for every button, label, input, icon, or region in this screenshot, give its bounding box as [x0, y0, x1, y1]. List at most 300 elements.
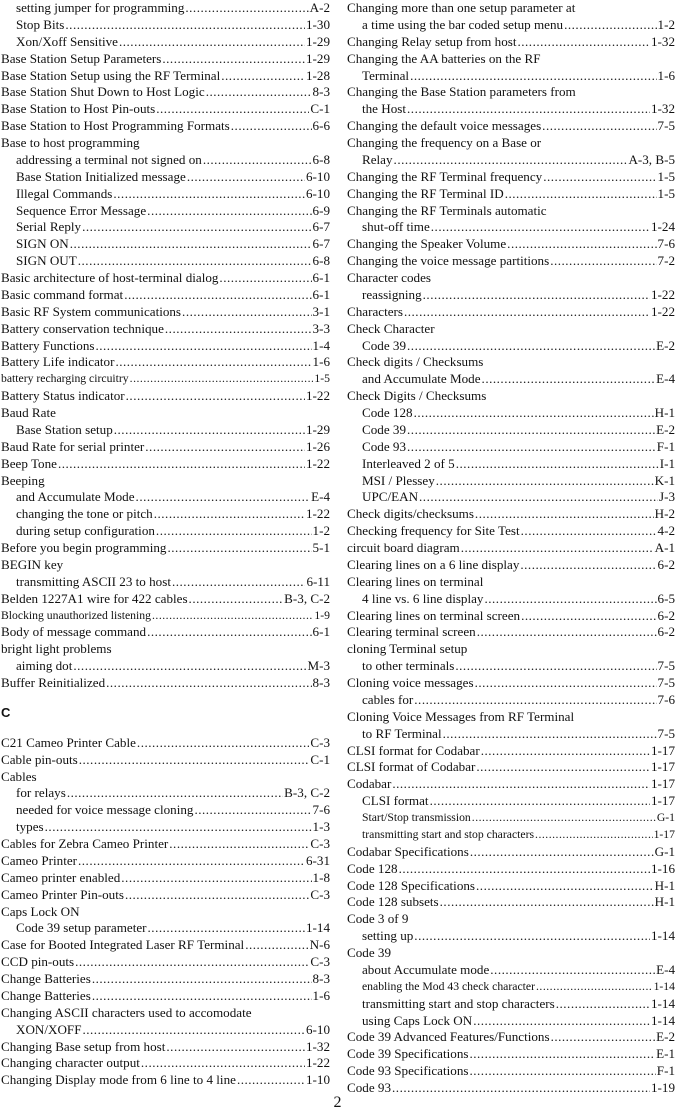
index-entry — [347, 861, 675, 878]
dot-leader — [482, 371, 656, 388]
dot-leader — [407, 338, 655, 355]
page-reference: 1-22 — [305, 506, 330, 522]
index-term: Code 39 — [362, 421, 407, 437]
index-term: reassigning — [362, 286, 422, 302]
index-term: Changing Base setup from host — [1, 1038, 166, 1054]
index-term: Code 39 Specifications — [347, 1046, 469, 1062]
dot-leader — [147, 624, 311, 641]
page-reference: G-1 — [656, 811, 675, 824]
index-subentry — [1, 169, 330, 186]
index-entry — [347, 34, 675, 51]
index-term: Changing the AA batteries on the RF — [347, 50, 541, 66]
page-reference: 1-22 — [305, 1055, 330, 1071]
page-reference: 1-30 — [305, 16, 330, 32]
index-term: Base Station Setup Parameters — [1, 50, 162, 66]
page-reference: 1-22 — [650, 303, 675, 319]
index-entry — [1, 904, 330, 921]
dot-leader — [550, 253, 656, 270]
dot-leader — [172, 574, 306, 591]
index-entry — [1, 937, 330, 954]
dot-leader — [475, 506, 654, 523]
index-entry — [1, 388, 330, 405]
page-reference: 4-2 — [657, 523, 675, 539]
dot-leader — [399, 861, 650, 878]
index-subentry — [347, 68, 675, 85]
index-entry — [1, 988, 330, 1005]
page-reference: 6-2 — [657, 624, 675, 640]
dot-leader — [564, 17, 656, 34]
index-entry — [1, 971, 330, 988]
index-entry — [347, 1046, 675, 1063]
index-term: Changing the default voice messages — [347, 118, 542, 134]
index-subentry — [1, 236, 330, 253]
page-reference: G-1 — [654, 843, 675, 859]
dot-leader — [472, 810, 656, 827]
page-reference: 1-3 — [312, 819, 330, 835]
index-term: 4 line vs. 6 line display — [362, 590, 484, 606]
index-entry — [1, 354, 330, 371]
index-term: Cameo printer enabled — [1, 869, 121, 885]
index-term: Check Digits / Checksums — [347, 388, 487, 404]
index-subentry — [347, 439, 675, 456]
page-reference: 8-3 — [312, 675, 330, 690]
page-reference: C-3 — [310, 836, 330, 851]
page-reference: H-1 — [654, 894, 675, 910]
index-entry — [1, 304, 330, 321]
index-term: Case for Booted Integrated Laser RF Terminal — [1, 937, 245, 953]
dot-leader — [521, 523, 657, 540]
page-reference: E-4 — [311, 489, 330, 505]
page-reference: A-2 — [309, 0, 330, 15]
index-entry — [1, 608, 330, 625]
index-term: battery recharging circuitry — [1, 372, 129, 386]
index-term: Clearing lines on terminal screen — [347, 607, 521, 623]
index-subentry — [1, 523, 330, 540]
index-subentry — [1, 506, 330, 523]
page-reference: 6-10 — [305, 185, 330, 201]
index-subentry — [1, 34, 330, 51]
index-entry — [347, 506, 675, 523]
index-entry — [347, 186, 675, 203]
index-term: C21 Cameo Printer Cable — [1, 734, 136, 750]
index-entry — [347, 759, 675, 776]
index-term: Changing the RF Terminal frequency — [347, 168, 543, 184]
index-term: for relays — [16, 785, 66, 801]
index-entry — [1, 853, 330, 870]
index-term: and Accumulate Mode — [16, 489, 135, 505]
index-term: Body of message command — [1, 624, 147, 640]
index-subentry — [1, 920, 330, 937]
page-reference: K-1 — [654, 472, 675, 488]
dot-leader — [443, 726, 657, 743]
index-subentry — [347, 405, 675, 422]
index-term: Relay — [362, 151, 393, 167]
page-reference: 6-10 — [305, 168, 330, 184]
dot-leader — [469, 1063, 655, 1080]
index-subentry — [1, 819, 330, 836]
page-reference: 1-6 — [312, 354, 330, 370]
page-reference: 1-32 — [650, 33, 675, 49]
index-entry — [347, 84, 675, 101]
index-term: Base Station Shut Down to Host Logic — [1, 84, 205, 100]
dot-leader — [543, 169, 656, 186]
page-reference: M-3 — [307, 658, 330, 674]
page-reference: 6-9 — [312, 202, 330, 218]
section-spacer — [1, 722, 330, 735]
page-reference: 1-14 — [650, 1012, 675, 1028]
index-entry — [347, 776, 675, 793]
index-term: setting up — [362, 928, 414, 944]
dot-leader — [141, 1055, 305, 1072]
index-entry — [347, 894, 675, 911]
index-term: Illegal Commands — [16, 185, 113, 201]
dot-leader — [414, 928, 650, 945]
index-subentry — [347, 591, 675, 608]
dot-leader — [423, 287, 650, 304]
index-term: transmitting start and stop characters — [362, 995, 555, 1011]
index-term: Belden 1227A1 wire for 422 cables — [1, 590, 188, 606]
index-entry — [1, 338, 330, 355]
index-term: CLSI format for Codabar — [347, 742, 480, 758]
index-subentry — [1, 203, 330, 220]
index-subentry — [347, 962, 675, 979]
index-entry — [347, 624, 675, 641]
index-term: Cables for Zebra Cameo Printer — [1, 836, 169, 851]
dot-leader — [520, 557, 656, 574]
index-term: Cloning Voice Messages from RF Terminal — [347, 708, 575, 724]
index-term: transmitting ASCII 23 to host — [16, 573, 171, 589]
index-term: to RF Terminal — [362, 725, 442, 741]
index-entry — [347, 557, 675, 574]
page-reference: 1-19 — [650, 1080, 675, 1095]
index-entry — [1, 675, 330, 692]
index-entry — [1, 101, 330, 118]
page-reference: 1-6 — [657, 67, 675, 83]
index-column-left — [1, 0, 330, 1089]
index-entry — [1, 456, 330, 473]
index-term: Base Station to Host Pin-outs — [1, 101, 156, 117]
page-reference: E-4 — [656, 371, 675, 387]
dot-leader — [221, 68, 305, 85]
index-entry — [1, 641, 330, 658]
page-reference: H-2 — [654, 506, 675, 522]
dot-leader — [114, 422, 305, 439]
section-spacer — [1, 692, 330, 705]
index-term: CCD pin-outs — [1, 954, 75, 970]
page-reference: 1-14 — [305, 920, 330, 936]
index-term: shut-off time — [362, 219, 430, 235]
index-subentry — [347, 726, 675, 743]
index-term: to other terminals — [362, 658, 455, 674]
index-entry — [1, 118, 330, 135]
dot-leader — [461, 540, 654, 557]
index-subentry — [1, 186, 330, 203]
dot-leader — [206, 84, 312, 101]
index-term: CLSI format — [362, 793, 429, 809]
index-entry — [1, 68, 330, 85]
index-term: Character codes — [347, 270, 431, 285]
index-entry — [347, 709, 675, 726]
dot-leader — [126, 388, 305, 405]
index-entry — [1, 51, 330, 68]
dot-leader — [162, 51, 305, 68]
index-subentry — [347, 658, 675, 675]
dot-leader — [78, 253, 312, 270]
dot-leader — [455, 658, 656, 675]
index-term: transmitting start and stop characters — [362, 827, 535, 841]
index-entry — [347, 51, 675, 68]
page-reference: 7-6 — [657, 236, 675, 252]
page-reference: 1-17 — [650, 776, 675, 792]
page-reference: E-2 — [656, 1029, 675, 1045]
index-subentry — [347, 17, 675, 34]
index-term: Changing ASCII characters used to accomodate — [1, 1004, 252, 1020]
page-reference: 1-10 — [305, 1072, 330, 1088]
page-reference: 1-16 — [650, 860, 675, 876]
index-entry — [1, 473, 330, 490]
dot-leader — [484, 591, 656, 608]
page-reference: 1-4 — [312, 337, 330, 353]
index-term: Serial Reply — [16, 219, 82, 235]
index-entry — [1, 135, 330, 152]
index-term: Changing Relay setup from host — [347, 33, 517, 49]
page-reference: 1-29 — [305, 33, 330, 49]
page-reference: 1-22 — [305, 455, 330, 471]
page-reference: E-2 — [656, 421, 675, 437]
index-subentry — [347, 219, 675, 236]
index-term: needed for voice message cloning — [16, 802, 194, 818]
index-term: Base Station setup — [16, 421, 113, 437]
dot-leader — [70, 236, 312, 253]
dot-leader — [154, 506, 305, 523]
dot-leader — [115, 354, 311, 371]
page-reference: 6-11 — [306, 573, 330, 589]
index-term: enabling the Mod 43 check character — [362, 979, 535, 993]
index-subentry — [347, 338, 675, 355]
index-term: Stop Bits — [16, 16, 65, 32]
dot-leader — [169, 836, 309, 853]
dot-leader — [431, 219, 650, 236]
index-term: Change Batteries — [1, 971, 91, 986]
dot-leader — [148, 920, 305, 937]
index-entry — [1, 887, 330, 904]
index-term: the Host — [362, 101, 407, 117]
page-reference: 1-17 — [650, 793, 675, 809]
index-subentry — [347, 810, 675, 827]
index-subentry — [347, 422, 675, 439]
index-term: Cameo Printer Pin-outs — [1, 886, 124, 902]
dot-leader — [404, 304, 650, 321]
index-term: Basic RF System communications — [1, 303, 182, 319]
dot-leader — [245, 937, 308, 954]
page-reference: 7-5 — [657, 675, 675, 690]
index-term: cables for — [362, 691, 414, 707]
dot-leader — [490, 962, 655, 979]
index-subentry — [347, 996, 675, 1013]
index-entry — [347, 911, 675, 928]
index-subentry — [347, 456, 675, 473]
page-reference: 1-2 — [657, 16, 675, 32]
index-subentry — [347, 489, 675, 506]
index-term: Interleaved 2 of 5 — [362, 455, 455, 471]
index-term: Changing the frequency on a Base or — [347, 135, 542, 150]
index-term: SIGN OUT — [16, 253, 77, 269]
dot-leader — [73, 658, 306, 675]
page-reference: 8-3 — [312, 84, 330, 100]
index-subentry — [1, 658, 330, 675]
page-reference: 1-17 — [650, 742, 675, 758]
index-term: aiming dot — [16, 658, 73, 674]
index-term: Battery conservation technique — [1, 320, 164, 336]
page-reference: I-1 — [659, 455, 675, 471]
dot-leader — [124, 287, 311, 304]
index-term: Battery Functions — [1, 337, 95, 353]
dot-leader — [67, 785, 283, 802]
index-entry — [347, 354, 675, 371]
dot-leader — [185, 0, 308, 17]
index-term: Buffer Reinitialized — [1, 675, 106, 690]
index-subentry — [347, 793, 675, 810]
index-term: Changing character output — [1, 1055, 140, 1071]
index-term: Code 93 Specifications — [347, 1063, 469, 1079]
page-reference: A-1 — [654, 540, 675, 555]
page-reference: 1-32 — [650, 101, 675, 117]
index-subentry — [347, 473, 675, 490]
dot-leader — [410, 68, 656, 85]
index-subentry — [1, 219, 330, 236]
dot-leader — [535, 827, 653, 844]
index-term: Check Character — [347, 320, 435, 336]
dot-leader — [475, 675, 657, 692]
index-term: Code 39 — [347, 945, 392, 960]
index-term: changing the tone or pitch — [16, 506, 153, 522]
dot-leader — [113, 186, 305, 203]
dot-leader — [436, 473, 654, 490]
page-reference: C-1 — [310, 751, 330, 767]
page-reference: 1-9 — [314, 608, 330, 622]
index-term: Battery Life indicator — [1, 354, 115, 370]
index-term: Xon/Xoff Sensitive — [16, 33, 118, 49]
index-entry — [1, 371, 330, 388]
index-term: Code 93 — [362, 438, 407, 454]
index-term: Cameo Printer — [1, 852, 77, 868]
index-term: Changing Display mode from 6 line to 4 line — [1, 1072, 236, 1088]
dot-leader — [407, 422, 655, 439]
index-entry — [1, 1039, 330, 1056]
page-reference: 1-6 — [312, 987, 330, 1003]
dot-leader — [136, 489, 311, 506]
index-term: Sequence Error Message — [16, 202, 147, 218]
index-term: Codabar Specifications — [347, 843, 469, 859]
dot-leader — [167, 540, 311, 557]
index-entry — [1, 557, 330, 574]
index-term: Code 93 — [347, 1080, 392, 1095]
index-entry — [1, 540, 330, 557]
index-term: Codabar — [347, 776, 392, 792]
page-reference: 7-5 — [657, 658, 675, 674]
index-subentry — [347, 928, 675, 945]
page-reference: 1-8 — [312, 869, 330, 885]
page-reference: 1-28 — [305, 67, 330, 83]
page-reference: F-1 — [656, 1063, 675, 1079]
dot-leader — [156, 101, 309, 118]
page-reference: H-1 — [654, 405, 675, 420]
index-subentry — [347, 287, 675, 304]
index-subentry — [1, 253, 330, 270]
index-term: Check digits / Checksums — [347, 354, 484, 370]
index-term: Code 39 Advanced Features/Functions — [347, 1029, 550, 1045]
page-reference: 1-22 — [650, 286, 675, 302]
index-term: Code 39 — [362, 337, 407, 353]
index-subentry — [347, 371, 675, 388]
page-reference: F-1 — [656, 438, 675, 454]
dot-leader — [165, 321, 312, 338]
dot-leader — [125, 887, 309, 904]
index-subentry — [347, 979, 675, 996]
index-subentry — [1, 785, 330, 802]
dot-leader — [394, 152, 628, 169]
index-term: Code 128 — [362, 405, 413, 420]
dot-leader — [392, 776, 650, 793]
page-reference: A-3, B-5 — [628, 151, 675, 167]
dot-leader — [106, 675, 311, 692]
page-reference: 1-24 — [650, 219, 675, 235]
index-entry — [1, 954, 330, 971]
index-term: Changing more than one setup parameter at — [347, 0, 576, 15]
dot-leader — [440, 894, 654, 911]
index-subentry — [347, 827, 675, 844]
index-term: Base Station to Host Programming Formats — [1, 118, 230, 134]
dot-leader — [505, 186, 657, 203]
page-reference: 7-6 — [312, 802, 330, 818]
dot-leader — [92, 971, 312, 988]
index-term: Basic architecture of host-terminal dialog — [1, 270, 219, 285]
dot-leader — [166, 1039, 305, 1056]
index-term: BEGIN key — [1, 556, 64, 572]
index-subentry — [347, 1013, 675, 1030]
index-entry — [1, 405, 330, 422]
index-term: UPC/EAN — [362, 489, 419, 505]
index-term: CLSI format of Codabar — [347, 759, 476, 775]
index-term: cloning Terminal setup — [347, 641, 468, 657]
dot-leader — [119, 34, 305, 51]
dot-leader — [78, 853, 305, 870]
index-entry — [1, 769, 330, 786]
index-term: Changing the Base Station parameters from — [347, 84, 576, 100]
index-subentry — [347, 101, 675, 118]
index-term: Caps Lock ON — [1, 903, 80, 919]
page-reference: 1-26 — [305, 438, 330, 454]
dot-leader — [194, 802, 311, 819]
page-reference: 1-32 — [305, 1038, 330, 1054]
index-entry — [347, 1029, 675, 1046]
index-entry — [1, 836, 330, 853]
page-reference: 6-31 — [305, 852, 330, 868]
index-entry — [1, 1072, 330, 1089]
page-reference: 1-5 — [657, 185, 675, 201]
index-term: Blocking unauthorized listening — [1, 608, 151, 622]
index-term: Change Batteries — [1, 987, 91, 1003]
index-term: setting jumper for programming — [16, 0, 185, 15]
page-reference: C-3 — [310, 886, 330, 902]
index-entry — [347, 203, 675, 220]
index-term: Code 39 setup parameter — [16, 920, 147, 936]
dot-leader — [130, 371, 314, 388]
index-entry — [347, 540, 675, 557]
dot-leader — [521, 608, 656, 625]
dot-leader — [219, 270, 311, 287]
index-term: Code 128 subsets — [347, 894, 439, 910]
